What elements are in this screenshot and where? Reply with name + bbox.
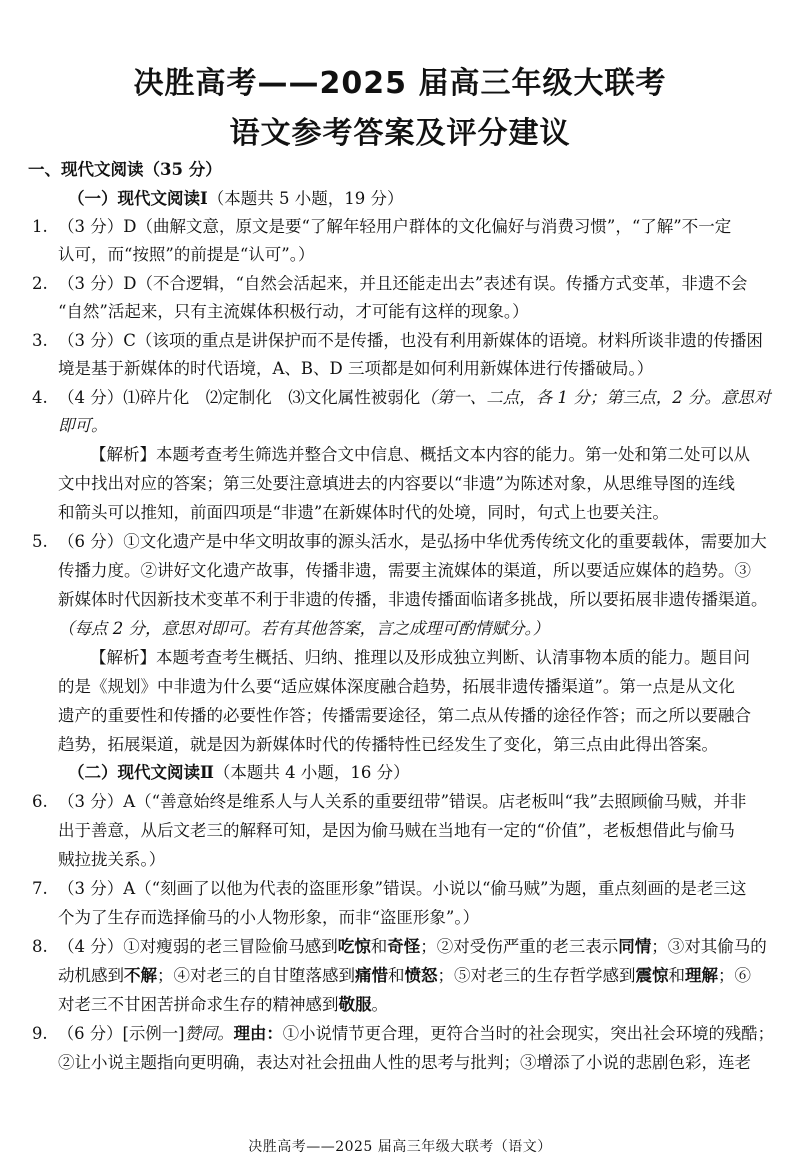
question-3-line-1: 3. （3 分）C（该项的重点是讲保护而不是传播，也没有利用新媒体的语境。材料所谈非遗的传播困 xyxy=(32,331,763,350)
question-6-line-2: 出于善意，从后文老三的解释可知，是因为偷马贼在当地有一定的“价值”，老板想借此与偷马 xyxy=(58,821,735,840)
question-6-line-3: 贼拉拢关系。） xyxy=(58,850,166,869)
emotion-keyword: 理解 xyxy=(685,966,718,985)
emotion-keyword: 敬服 xyxy=(338,995,372,1014)
question-number: 9. xyxy=(32,1024,48,1043)
question-4-analysis-2: 文中找出对应的答案；第三处要注意填进去的内容要以“非遗”为陈述对象，从思维导图的连线 xyxy=(58,474,735,493)
question-8-line-2: 动机感到不解；④对老三的自甘堕落感到痛惜和愤怒；⑤对老三的生存哲学感到震惊和理解；⑥ xyxy=(58,966,751,985)
reason-label: 理由： xyxy=(233,1024,283,1043)
question-5-line-3: 新媒体时代因新技术变革不利于非遗的传播，非遗传播面临诸多挑战，所以要拓展非遗传播渠道。 xyxy=(58,590,768,609)
question-5-analysis-4: 趋势，拓展渠道，就是因为新媒体时代的传播特性已经发生了变化，第三点由此得出答案。 xyxy=(58,735,718,754)
question-8-line-1: 8. （4 分）①对瘦弱的老三冒险偷马感到吃惊和奇怪；②对受伤严重的老三表示同情；③对其偷马的 xyxy=(32,937,767,956)
section-heading: 一、现代文阅读（35 分） xyxy=(28,160,222,179)
question-number: 6. xyxy=(32,792,48,811)
question-number: 1. xyxy=(32,217,48,236)
question-7-line-1: 7. （3 分）A（“刻画了以他为代表的盗匪形象”错误。小说以“偷马贼”为题，重点刻画的是老三这 xyxy=(32,879,747,898)
stance: 赞同。 xyxy=(184,1024,234,1043)
answer-key-title: 语文参考答案及评分建议 xyxy=(229,116,571,151)
question-5-analysis-1: 【解析】本题考查考生概括、归纳、推理以及形成独立判断、认清事物本质的能力。题目问 xyxy=(90,648,750,667)
question-number: 2. xyxy=(32,274,48,293)
emotion-keyword: 愤怒 xyxy=(404,966,438,985)
part-label: （一）现代文阅读Ⅰ xyxy=(68,189,208,208)
question-number: 4. xyxy=(32,388,48,407)
question-4-scoring-end: 即可。 xyxy=(58,416,108,435)
part-label: （二）现代文阅读Ⅱ xyxy=(68,763,214,782)
question-number: 3. xyxy=(32,331,48,350)
question-number: 7. xyxy=(32,879,48,898)
question-3-line-2: 境是基于新媒体的时代语境，A、B、D 三项都是如何利用新媒体进行传播破局。） xyxy=(58,359,654,378)
exam-title: 决胜高考——2025 届高三年级大联考 xyxy=(133,66,667,101)
question-6-line-1: 6. （3 分）A（“善意始终是维系人与人关系的重要纽带”错误。店老板叫“我”去照顾偷马贼，并非 xyxy=(32,792,747,811)
question-1-line-2: 认可，而“按照”的前提是“认可”。） xyxy=(58,245,315,264)
question-number: 8. xyxy=(32,937,48,956)
scoring-note: （第一、二点，各 1 分；第三点，2 分。意思对 xyxy=(420,388,771,407)
question-8-line-3: 对老三不甘困苦拼命求生存的精神感到敬服。 xyxy=(58,995,388,1014)
question-5-line-1: 5. （6 分）①文化遗产是中华文明故事的源头活水，是弘扬中华优秀传统文化的重要载体，需要加大 xyxy=(32,532,767,551)
question-1-line-1: 1. （3 分）D（曲解文意，原文是要“了解年轻用户群体的文化偏好与消费习惯”，“了解”不一定 xyxy=(32,217,732,236)
question-7-line-2: 个为了生存而选择偷马的小人物形象，而非“盗匪形象”。） xyxy=(58,908,480,927)
question-9-line-1: 9. （6 分）[示例一]赞同。理由：①小说情节更合理，更符合当时的社会现实，突出社会环境的残酷； xyxy=(32,1024,775,1043)
answer: （4 分）⑴碎片化 ⑵定制化 ⑶文化属性被弱化 xyxy=(58,388,421,407)
part-heading-2 xyxy=(68,763,410,783)
part-heading-1 xyxy=(68,189,403,209)
question-5-analysis-2: 的是《规划》中非遗为什么要“适应媒体深度融合趋势，拓展非遗传播渠道”。第一点是从文化 xyxy=(58,677,735,696)
emotion-keyword: 痛惜 xyxy=(355,966,388,985)
question-4-line-1 xyxy=(32,388,770,408)
question-9-line-2: ②让小说主题指向更明确，表达对社会扭曲人性的思考与批判；③增添了小说的悲剧色彩，连老 xyxy=(58,1053,751,1072)
emotion-keyword: 奇怪 xyxy=(387,937,421,956)
question-2-line-2: “自然”活起来，只有主流媒体积极行动，才可能有这样的现象。） xyxy=(58,302,529,321)
emotion-keyword: 吃惊 xyxy=(337,937,371,956)
emotion-keyword: 同情 xyxy=(618,937,652,956)
emotion-keyword: 不解 xyxy=(124,966,157,985)
question-4-analysis-3: 和箭头可以推知，前面四项是“非遗”在新媒体时代的处境，同时，句式上也要关注。 xyxy=(58,503,669,522)
question-5-analysis-3: 遗产的重要性和传播的必要性作答；传播需要途径，第二点从传播的途径作答；而之所以要融合 xyxy=(58,706,751,725)
part-note: （本题共 4 小题，16 分） xyxy=(213,763,410,782)
emotion-keyword: 震惊 xyxy=(635,966,669,985)
question-4-analysis-1: 【解析】本题考查考生筛选并整合文中信息、概括文本内容的能力。第一处和第二处可以从 xyxy=(90,445,750,464)
page-footer: 决胜高考——2025 届高三年级大联考（语文） xyxy=(248,1139,552,1155)
question-5-scoring-note: （每点 2 分，意思对即可。若有其他答案，言之成理可酌情赋分。） xyxy=(58,619,550,638)
part-note: （本题共 5 小题，19 分） xyxy=(207,189,404,208)
question-number: 5. xyxy=(32,532,48,551)
question-5-line-2: 传播力度。②讲好文化遗产故事，传播非遗，需要主流媒体的渠道，所以要适应媒体的趋势。③ xyxy=(58,561,751,580)
question-2-line-1: 2. （3 分）D（不合逻辑，“自然会活起来，并且还能走出去”表述有误。传播方式变革，非遗不会 xyxy=(32,274,748,293)
